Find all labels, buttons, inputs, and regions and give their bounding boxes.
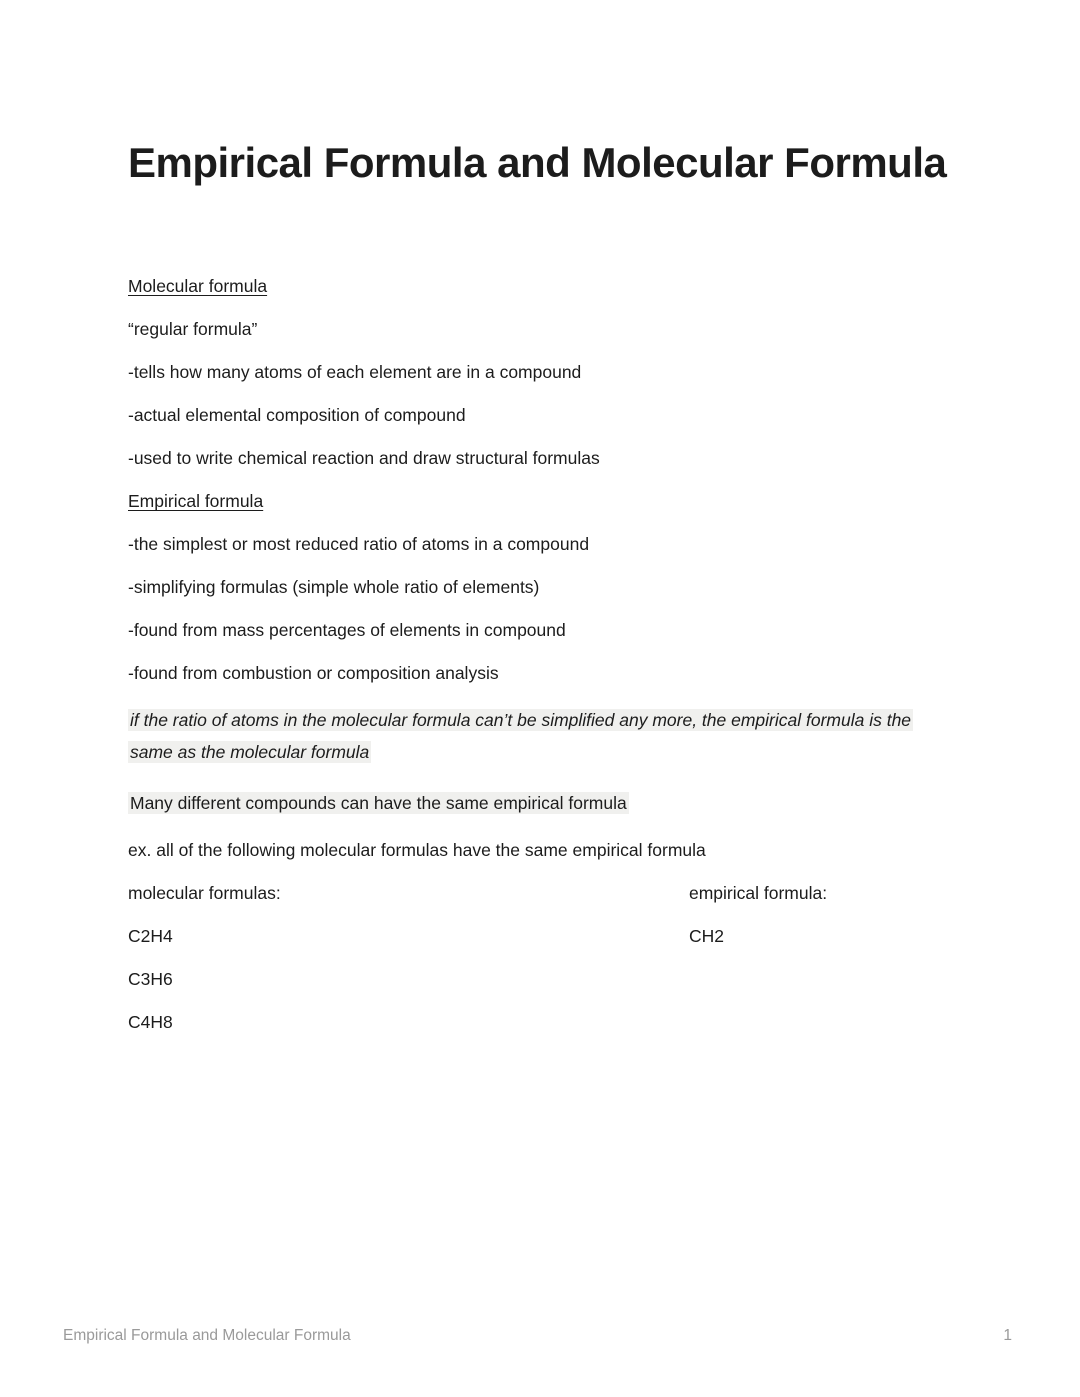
text-line: -tells how many atoms of each element are in a compound <box>128 362 582 383</box>
molecular-formulas-label: molecular formulas: <box>128 883 281 904</box>
highlighted-text: Many different compounds can have the same empirical formula <box>130 793 627 814</box>
text-line: -simplifying formulas (simple whole ratio of elements) <box>128 577 540 598</box>
page-title: Empirical Formula and Molecular Formula <box>128 139 947 186</box>
text-line: -the simplest or most reduced ratio of atoms in a compound <box>128 534 590 555</box>
text-line: -found from combustion or composition analysis <box>128 663 499 684</box>
document-body <box>128 274 952 1034</box>
highlighted-text: if the ratio of atoms in the molecular formula can’t be simplified any more, the empirical formula is the same as the molecular formula <box>130 710 912 763</box>
empirical-formula-value: CH2 <box>689 926 725 947</box>
example-row <box>128 967 952 991</box>
example-row <box>128 1010 952 1034</box>
section-heading-empirical-formula: Empirical formula <box>128 491 264 512</box>
text-line: -found from mass percentages of elements in compound <box>128 620 566 641</box>
text-line: -used to write chemical reaction and draw structural formulas <box>128 448 600 469</box>
example-column-headers <box>128 881 952 905</box>
molecular-formula-value: C4H8 <box>128 1012 173 1033</box>
empirical-formula-value <box>683 967 689 991</box>
section-heading-molecular-formula: Molecular formula <box>128 276 268 297</box>
molecular-formula-value: C3H6 <box>128 969 173 990</box>
footer-document-title: Empirical Formula and Molecular Formula <box>63 1327 351 1344</box>
empirical-formula-value <box>683 1010 689 1034</box>
conditional-note <box>128 704 952 768</box>
same-empirical-note <box>128 787 952 819</box>
text-line: “regular formula” <box>128 319 258 340</box>
text-line: -actual elemental composition of compound <box>128 405 466 426</box>
empirical-formula-label: empirical formula: <box>689 883 828 904</box>
example-intro: ex. all of the following molecular formulas have the same empirical formula <box>128 840 706 861</box>
page-footer <box>63 1327 1012 1345</box>
molecular-formula-value: C2H4 <box>128 926 173 947</box>
example-row <box>128 924 952 948</box>
page-number: 1 <box>1003 1327 1012 1344</box>
